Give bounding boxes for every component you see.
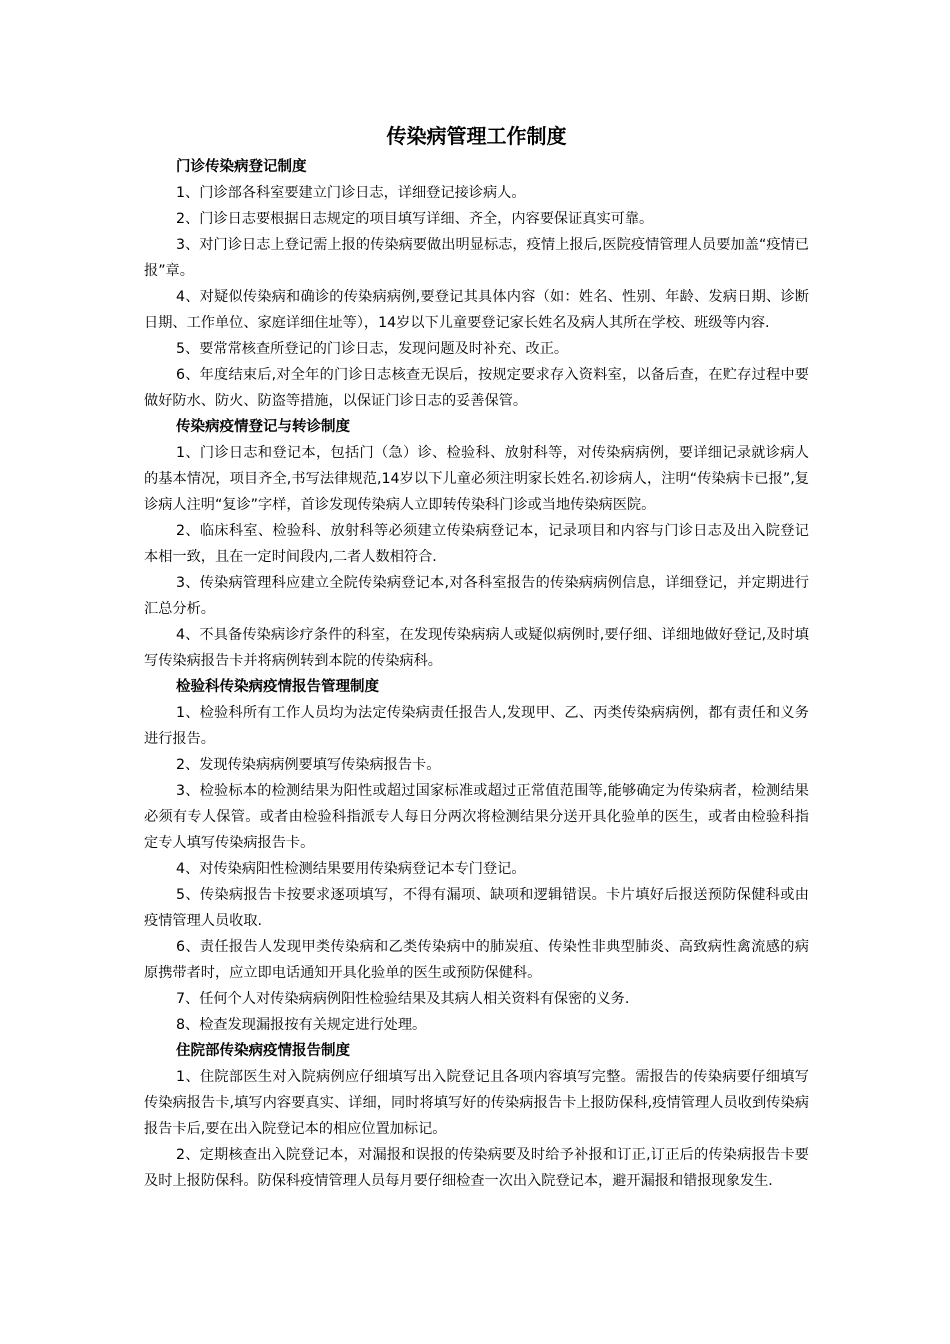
section-heading: 门诊传染病登记制度 xyxy=(176,159,307,175)
paragraph: 8、检查发现漏报按有关规定进行处理。 xyxy=(176,1017,427,1033)
section-inpatient-reporting xyxy=(144,1038,809,1194)
document-page xyxy=(144,120,809,1194)
paragraph: 2、门诊日志要根据日志规定的项目填写详细、齐全，内容要保证真实可靠。 xyxy=(176,211,654,227)
section-heading: 住院部传染病疫情报告制度 xyxy=(176,1043,350,1059)
paragraph: 2、发现传染病病例要填写传染病报告卡。 xyxy=(176,757,441,773)
paragraph: 4、对疑似传染病和确诊的传染病病例,要登记其具体内容（如：姓名、性别、年龄、发病日期、诊断日期、工作单位、家庭详细住址等），14岁以下儿童要登记家长姓名及病人其所在学校、班级等内容. xyxy=(144,289,809,331)
paragraph: 6、责任报告人发现甲类传染病和乙类传染病中的肺炭疽、传染性非典型肺炎、高致病性禽流感的病原携带者时，应立即电话通知开具化验单的医生或预防保健科。 xyxy=(144,939,809,981)
section-epidemic-registration-referral xyxy=(144,414,809,674)
paragraph: 3、对门诊日志上登记需上报的传染病要做出明显标志，疫情上报后,医院疫情管理人员要加盖“疫情已报”章。 xyxy=(144,237,809,279)
paragraph: 7、任何个人对传染病病例阳性检验结果及其病人相关资料有保密的义务. xyxy=(176,991,630,1007)
paragraph: 1、门诊日志和登记本，包括门（急）诊、检验科、放射科等，对传染病病例，要详细记录就诊病人的基本情况，项目齐全,书写法律规范,14岁以下儿童必须注明家长姓名.初诊病人，注明“传染病卡已报”,复诊病人注明“复诊”字样，首诊发现传染病人立即转传染科门诊或当地传染病医院。 xyxy=(144,445,809,513)
paragraph: 1、检验科所有工作人员均为法定传染病责任报告人,发现甲、乙、丙类传染病病例，都有责任和义务进行报告。 xyxy=(144,705,809,747)
section-heading: 传染病疫情登记与转诊制度 xyxy=(176,419,350,435)
paragraph: 2、临床科室、检验科、放射科等必须建立传染病登记本，记录项目和内容与门诊日志及出入院登记本相一致，且在一定时间段内,二者人数相符合. xyxy=(144,523,809,565)
section-heading: 检验科传染病疫情报告管理制度 xyxy=(176,679,379,695)
paragraph: 3、传染病管理科应建立全院传染病登记本,对各科室报告的传染病病例信息，详细登记，并定期进行汇总分析。 xyxy=(144,575,809,617)
section-laboratory-reporting xyxy=(144,674,809,1038)
paragraph: 1、住院部医生对入院病例应仔细填写出入院登记且各项内容填写完整。需报告的传染病要仔细填写传染病报告卡,填写内容要真实、详细，同时将填写好的传染病报告卡上报防保科,疫情管理人员收到传染病报告卡后,要在出入院登记本的相应位置加标记。 xyxy=(144,1069,809,1137)
paragraph: 2、定期核查出入院登记本，对漏报和误报的传染病要及时给予补报和订正,订正后的传染病报告卡要及时上报防保科。防保科疫情管理人员每月要仔细检查一次出入院登记本，避开漏报和错报现象发生. xyxy=(144,1147,809,1189)
document-title: 传染病管理工作制度 xyxy=(386,124,567,148)
paragraph: 6、年度结束后,对全年的门诊日志核查无误后，按规定要求存入资料室，以备后查，在贮存过程中要做好防水、防火、防盗等措施，以保证门诊日志的妥善保管。 xyxy=(144,367,809,409)
paragraph: 3、检验标本的检测结果为阳性或超过国家标准或超过正常值范围等,能够确定为传染病者，检测结果必须有专人保管。或者由检验科指派专人每日分两次将检测结果分送开具化验单的医生，或者由检验科指定专人填写传染病报告卡。 xyxy=(144,783,809,851)
paragraph: 5、传染病报告卡按要求逐项填写，不得有漏项、缺项和逻辑错误。卡片填好后报送预防保健科或由疫情管理人员收取. xyxy=(144,887,809,929)
paragraph: 5、要常常核查所登记的门诊日志，发现问题及时补充、改正。 xyxy=(176,341,569,357)
paragraph: 1、门诊部各科室要建立门诊日志，详细登记接诊病人。 xyxy=(176,185,526,201)
paragraph: 4、对传染病阳性检测结果要用传染病登记本专门登记。 xyxy=(176,861,526,877)
paragraph: 4、不具备传染病诊疗条件的科室，在发现传染病病人或疑似病例时,要仔细、详细地做好登记,及时填写传染病报告卡并将病例转到本院的传染病科。 xyxy=(144,627,809,669)
section-outpatient-registration xyxy=(144,154,809,414)
